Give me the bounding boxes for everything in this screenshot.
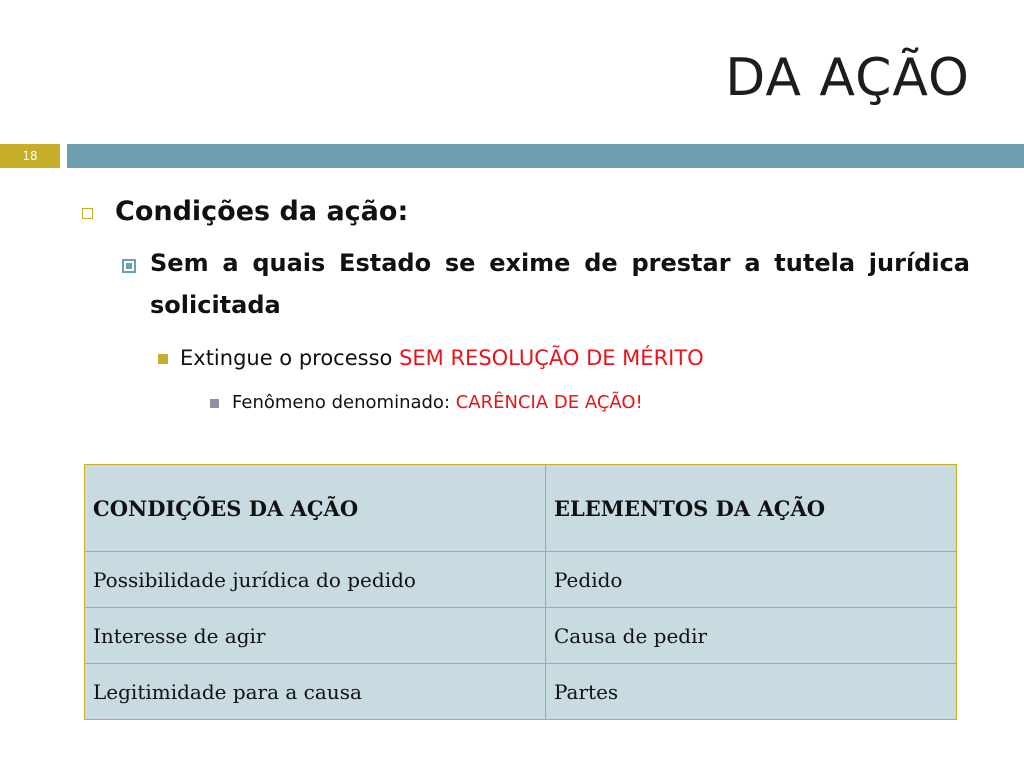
table-row xyxy=(85,664,957,720)
bullet-level-3 xyxy=(158,346,704,370)
bullet-level-4 xyxy=(210,392,643,413)
gray-square-bullet-icon xyxy=(210,399,219,408)
table-cell: Causa de pedir xyxy=(546,608,957,664)
bullet-level-4-highlight: CARÊNCIA DE AÇÃO! xyxy=(455,392,643,413)
comparison-table xyxy=(84,464,957,720)
table-header-row xyxy=(85,465,957,552)
bullet-level-3-highlight: SEM RESOLUÇÃO DE MÉRITO xyxy=(399,346,704,370)
slide-number: 18 xyxy=(22,149,38,163)
bullet-level-4-plain: Fenômeno denominado: xyxy=(232,392,456,413)
bullet-level-3-text xyxy=(180,346,704,370)
table-header-cell: CONDIÇÕES DA AÇÃO xyxy=(85,465,546,552)
table-cell: Pedido xyxy=(546,552,957,608)
header-band xyxy=(67,144,1024,168)
hollow-square-bullet-icon xyxy=(82,208,93,219)
framed-square-bullet-icon xyxy=(122,259,136,273)
bullet-level-1 xyxy=(82,196,408,227)
table-row xyxy=(85,608,957,664)
table-header-cell: ELEMENTOS DA AÇÃO xyxy=(546,465,957,552)
filled-square-bullet-icon xyxy=(158,354,168,364)
bullet-level-1-text: Condições da ação: xyxy=(115,196,409,227)
table-row xyxy=(85,552,957,608)
bullet-level-2 xyxy=(122,250,970,326)
bullet-level-3-plain: Extingue o processo xyxy=(180,346,400,370)
bullet-level-4-text xyxy=(232,392,643,413)
bullet-level-2-text: Sem a quais Estado se exime de prestar a tutela jurídica solicitada xyxy=(150,249,970,319)
table-cell: Partes xyxy=(546,664,957,720)
slide-title: DA AÇÃO xyxy=(725,48,970,108)
table-cell: Legitimidade para a causa xyxy=(85,664,546,720)
table-cell: Interesse de agir xyxy=(85,608,546,664)
table-cell: Possibilidade jurídica do pedido xyxy=(85,552,546,608)
